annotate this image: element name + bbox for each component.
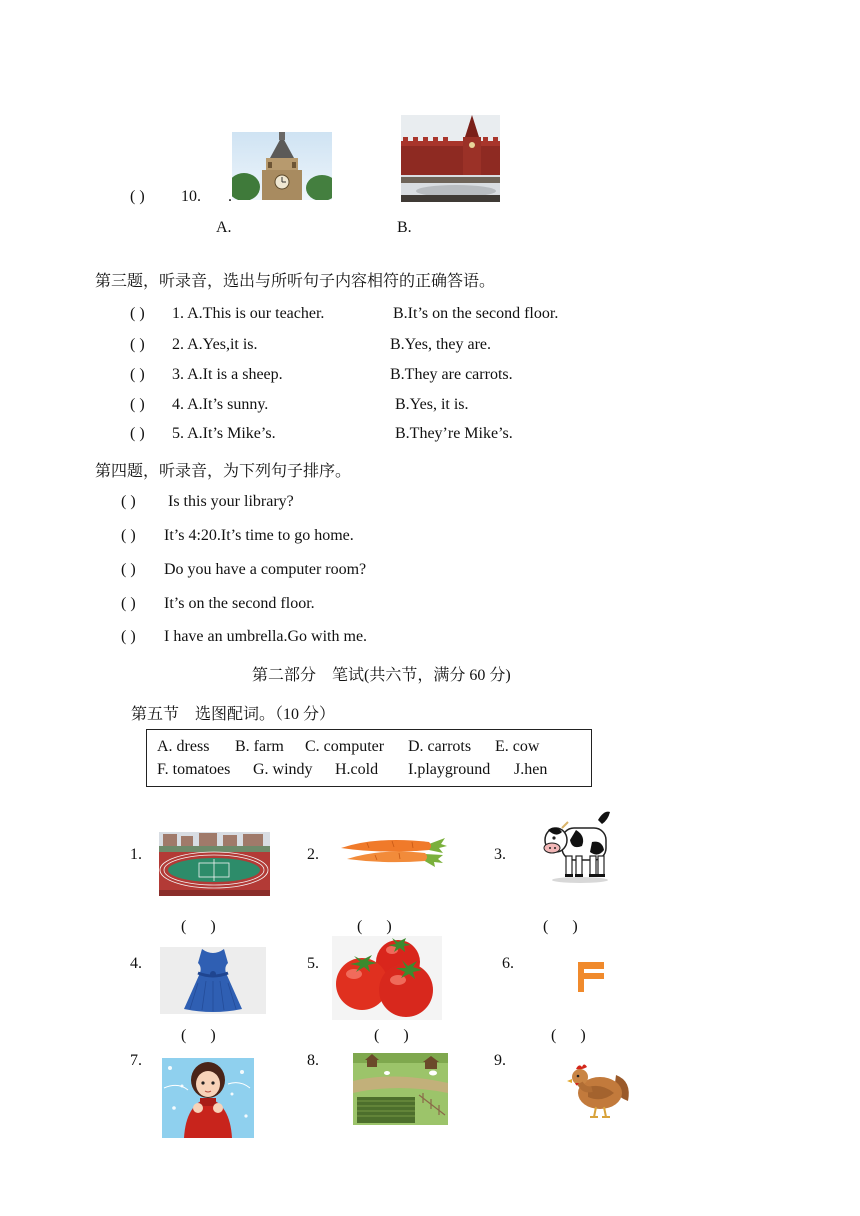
s3-item1-option-b: B.It’s on the second floor.	[393, 305, 559, 322]
s4-item2-text: It’s 4:20.It’s time to go home.	[164, 527, 354, 544]
clock-tower-picture	[232, 132, 332, 200]
picture-item-4-answer: ( )	[181, 1027, 216, 1044]
s3-item3-option-b: B.They are carrots.	[390, 366, 513, 383]
picture-item-6-answer: ( )	[551, 1027, 586, 1044]
s3-item4-option-b: B.Yes, it is.	[395, 396, 469, 413]
word-option: C. computer	[305, 738, 385, 755]
picture-item-2-answer: ( )	[357, 918, 392, 935]
q10-option-a: A.	[216, 219, 232, 236]
word-option: A. dress	[157, 738, 210, 755]
picture-item-2-number: 2.	[307, 846, 319, 863]
picture-item-3-number: 3.	[494, 846, 506, 863]
cold-girl-picture	[162, 1058, 254, 1138]
cow-picture	[540, 808, 612, 884]
s3-item4-paren: ( )	[130, 396, 145, 413]
s4-item3-paren: ( )	[121, 561, 136, 578]
s3-item2-paren: ( )	[130, 336, 145, 353]
s3-item3-option-a: 3. A.It is a sheep.	[172, 366, 283, 383]
s3-item5-option-b: B.They’re Mike’s.	[395, 425, 513, 442]
s4-item4-text: It’s on the second floor.	[164, 595, 315, 612]
part2-title: 第二部分 笔试(共六节，满分 60 分)	[252, 667, 511, 684]
hen-picture	[566, 1057, 632, 1121]
section3-title: 第三题，听录音，选出与所听句子内容相符的正确答语。	[95, 273, 496, 290]
word-option: I.playground	[408, 761, 491, 778]
picture-item-1-answer: ( )	[181, 918, 216, 935]
s3-item1-option-a: 1. A.This is our teacher.	[172, 305, 325, 322]
playground-picture	[159, 832, 270, 896]
picture-item-6-number: 6.	[502, 955, 514, 972]
windy-picture	[578, 960, 608, 994]
word-option: B. farm	[235, 738, 284, 755]
q10-option-b: B.	[397, 219, 412, 236]
picture-item-4-number: 4.	[130, 955, 142, 972]
s4-item1-paren: ( )	[121, 493, 136, 510]
picture-item-1-number: 1.	[130, 846, 142, 863]
word-option: D. carrots	[408, 738, 472, 755]
kremlin-tower-picture	[401, 115, 500, 202]
picture-item-9-number: 9.	[494, 1052, 506, 1069]
word-box	[146, 729, 592, 787]
q10-number: 10.	[181, 188, 201, 205]
dress-picture	[160, 947, 266, 1014]
carrots-picture	[337, 826, 449, 872]
s3-item5-option-a: 5. A.It’s Mike’s.	[172, 425, 276, 442]
s3-item4-option-a: 4. A.It’s sunny.	[172, 396, 269, 413]
word-option: E. cow	[495, 738, 540, 755]
tomatoes-picture	[332, 936, 442, 1020]
s4-item3-text: Do you have a computer room?	[164, 561, 367, 578]
section4-title: 第四题，听录音，为下列句子排序。	[95, 463, 352, 480]
section5-title: 第五节 选图配词。（10 分）	[131, 706, 336, 723]
s3-item5-paren: ( )	[130, 425, 145, 442]
s3-item1-paren: ( )	[130, 305, 145, 322]
s4-item5-paren: ( )	[121, 628, 136, 645]
s4-item4-paren: ( )	[121, 595, 136, 612]
word-option: H.cold	[335, 761, 379, 778]
farm-picture	[353, 1053, 448, 1125]
picture-item-8-number: 8.	[307, 1052, 319, 1069]
s4-item5-text: I have an umbrella.Go with me.	[164, 628, 368, 645]
s4-item2-paren: ( )	[121, 527, 136, 544]
picture-item-5-answer: ( )	[374, 1027, 409, 1044]
picture-item-5-number: 5.	[307, 955, 319, 972]
s3-item3-paren: ( )	[130, 366, 145, 383]
picture-item-3-answer: ( )	[543, 918, 578, 935]
s3-item2-option-b: B.Yes, they are.	[390, 336, 492, 353]
q10-paren: ( )	[130, 188, 145, 205]
picture-item-7-number: 7.	[130, 1052, 142, 1069]
s4-item1-text: Is this your library?	[164, 493, 294, 510]
s3-item2-option-a: 2. A.Yes,it is.	[172, 336, 258, 353]
word-option: F. tomatoes	[157, 761, 231, 778]
word-option: G. windy	[253, 761, 313, 778]
word-option: J.hen	[514, 761, 548, 778]
